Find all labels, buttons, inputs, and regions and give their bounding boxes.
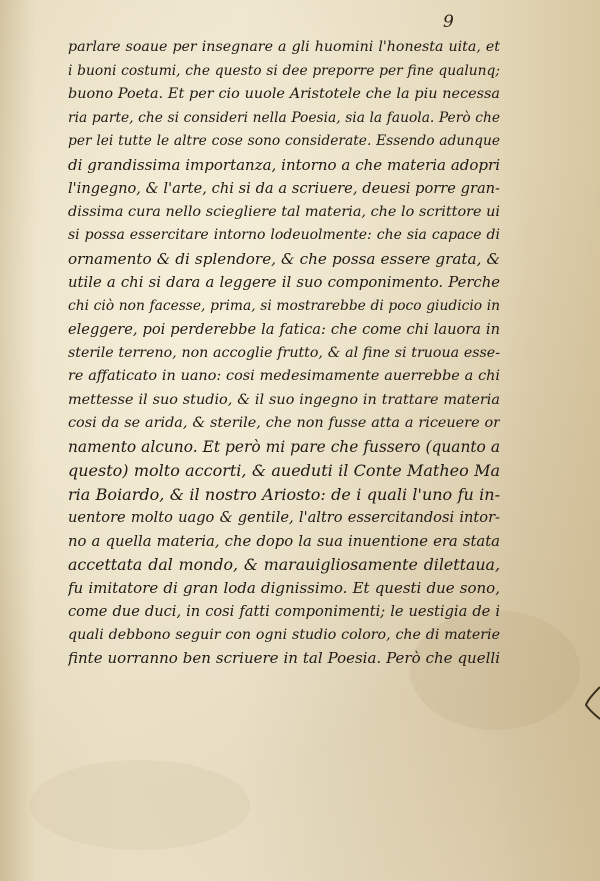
text-line: accettata dal mondo, & marauigliosamente dilettaua, [68,555,500,574]
text-line: mettesse il suo studio, & il suo ingegno in trattare materia [68,391,500,408]
text-line: questo) molto accorti, & aueduti il Conte Matheo Ma [68,461,500,480]
text-line: dissima cura nello sciegliere tal materia, che lo scrittore ui [68,203,500,220]
text-line: parlare soaue per insegnare a gli huomini l'honesta uita, et [68,39,500,55]
text-line: uentore molto uago & gentile, l'altro essercitandosi intor- [68,509,500,526]
text-line: l'ingegno, & l'arte, chi si da a scriuere, deuesi porre gran- [68,180,500,197]
text-line: ornamento & di splendore, & che possa essere grata, & [68,249,500,268]
text-line: chi ciò non facesse, prima, si mostrarebbe di poco giudicio in [68,297,500,314]
text-line: re affaticato in uano: cosi medesimamente auerrebbe a chi [68,368,500,384]
text-line: si possa essercitare intorno lodeuolmente: che sia capace di [68,227,500,243]
page-edge-mark [580,683,600,723]
text-line: come due duci, in cosi fatti componimenti; le uestigia de i [68,603,500,620]
text-line: eleggere, poi perderebbe la fatica: che come chi lauora in [68,321,500,338]
text-line: ria Boiardo, & il nostro Ariosto: de i quali l'uno fu in- [68,484,500,504]
text-line: cosi da se arida, & sterile, che non fusse atta a riceuere or [68,415,500,431]
paper-stain [30,760,250,850]
text-line: di grandissima importanza, intorno a che materia adopri [68,155,500,174]
text-line: quali debbono seguir con ogni studio coloro, che di materie [68,626,500,643]
text-line: ria parte, che si consideri nella Poesia, sia la fauola. Però che [68,109,500,126]
text-line: buono Poeta. Et per cio uuole Aristotele che la piu necessa [68,86,500,102]
text-line: fu imitatore di gran loda dignissimo. Et questi due sono, [68,578,500,597]
text-line: sterile terreno, non accoglie frutto, & al fine si truoua esse- [68,344,500,361]
text-line: utile a chi si dara a leggere il suo componimento. Perche [68,274,500,291]
page-number: 9 [443,12,454,32]
text-line: namento alcuno. Et però mi pare che fussero (quanto a [68,437,500,456]
text-line: per lei tutte le altre cose sono considerate. Essendo adunque [68,133,500,149]
text-line: finte uorranno ben scriuere in tal Poesia. Però che quelli [68,649,500,667]
text-line: no a quella materia, che dopo la sua inuentione era stata [68,532,500,550]
body-text [68,36,500,671]
text-line: i buoni costumi, che questo si dee preporre per fine qualunq; [68,62,500,79]
